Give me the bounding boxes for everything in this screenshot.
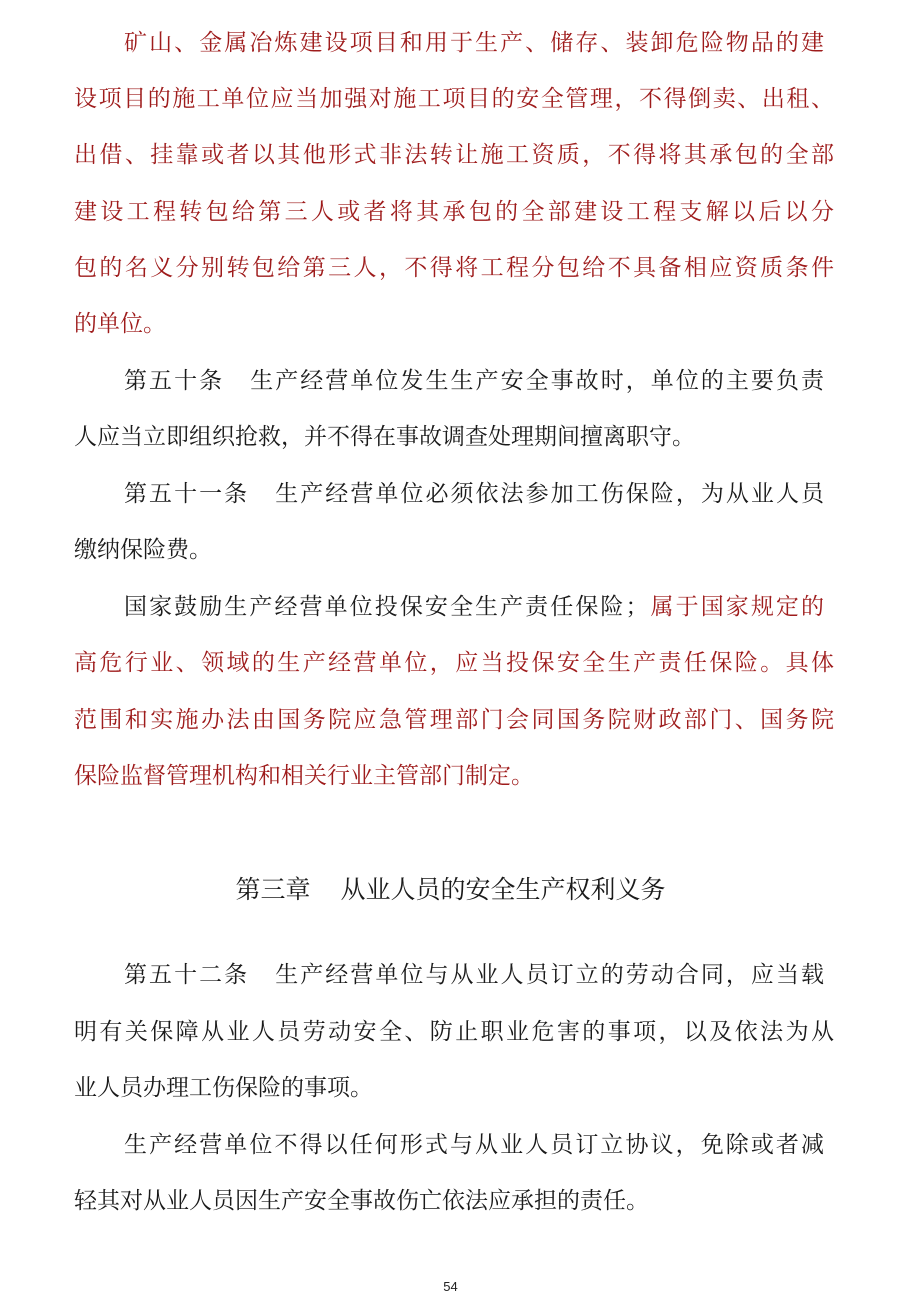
article-51-number: 第五十一条 <box>124 481 250 507</box>
chapter-number: 第三章 <box>235 875 311 904</box>
article-51-line-1 <box>124 477 824 511</box>
article-51-text-1: 生产经营单位必须依法参加工伤保险，为从业人员 <box>273 481 825 507</box>
article-52-line-3: 业人员办理工伤保险的事项。 <box>74 1075 373 1101</box>
para1-line-3: 出借、挂靠或者以其他形式非法转让施工资质，不得将其承包的全部 <box>74 142 834 168</box>
insurance-line-4: 保险监督管理机构和相关行业主管部门制定。 <box>74 763 534 789</box>
article-50-text-1: 生产经营单位发生生产安全事故时，单位的主要负责 <box>248 368 825 394</box>
insurance-text-black: 国家鼓励生产经营单位投保安全生产责任保险； <box>124 594 649 620</box>
chapter-heading <box>0 872 901 908</box>
article-52-para2-line-2: 轻其对从业人员因生产安全事故伤亡依法应承担的责任。 <box>74 1188 649 1214</box>
insurance-text-red: 属于国家规定的 <box>648 594 825 620</box>
insurance-line-2: 高危行业、领域的生产经营单位，应当投保安全生产责任保险。具体 <box>74 650 834 676</box>
insurance-line-3: 范围和实施办法由国务院应急管理部门会同国务院财政部门、国务院 <box>74 707 834 733</box>
article-52-text-1: 生产经营单位与从业人员订立的劳动合同，应当载 <box>273 962 825 988</box>
article-50-line-1 <box>124 364 824 398</box>
page-number: 54 <box>443 1279 458 1294</box>
para1-line-2: 设项目的施工单位应当加强对施工项目的安全管理，不得倒卖、出租、 <box>74 86 834 112</box>
para1-line-5: 包的名义分别转包给第三人，不得将工程分包给不具备相应资质条件 <box>74 255 834 281</box>
article-50-line-2: 人应当立即组织抢救，并不得在事故调查处理期间擅离职守。 <box>74 424 695 450</box>
article-52-number: 第五十二条 <box>124 962 250 988</box>
article-52-line-2: 明有关保障从业人员劳动安全、防止职业危害的事项，以及依法为从 <box>74 1019 834 1045</box>
article-52-line-1 <box>124 958 824 992</box>
para1-line-4: 建设工程转包给第三人或者将其承包的全部建设工程支解以后以分 <box>74 199 834 225</box>
article-52-para2-line-1: 生产经营单位不得以任何形式与从业人员订立协议，免除或者减 <box>124 1132 824 1158</box>
chapter-title: 从业人员的安全生产权利义务 <box>340 875 666 904</box>
para1-line-1: 矿山、金属冶炼建设项目和用于生产、储存、装卸危险物品的建 <box>124 30 824 56</box>
insurance-line-1 <box>124 590 824 624</box>
article-50-number: 第五十条 <box>124 368 225 394</box>
para1-line-6: 的单位。 <box>74 311 166 337</box>
article-51-line-2: 缴纳保险费。 <box>74 537 212 563</box>
